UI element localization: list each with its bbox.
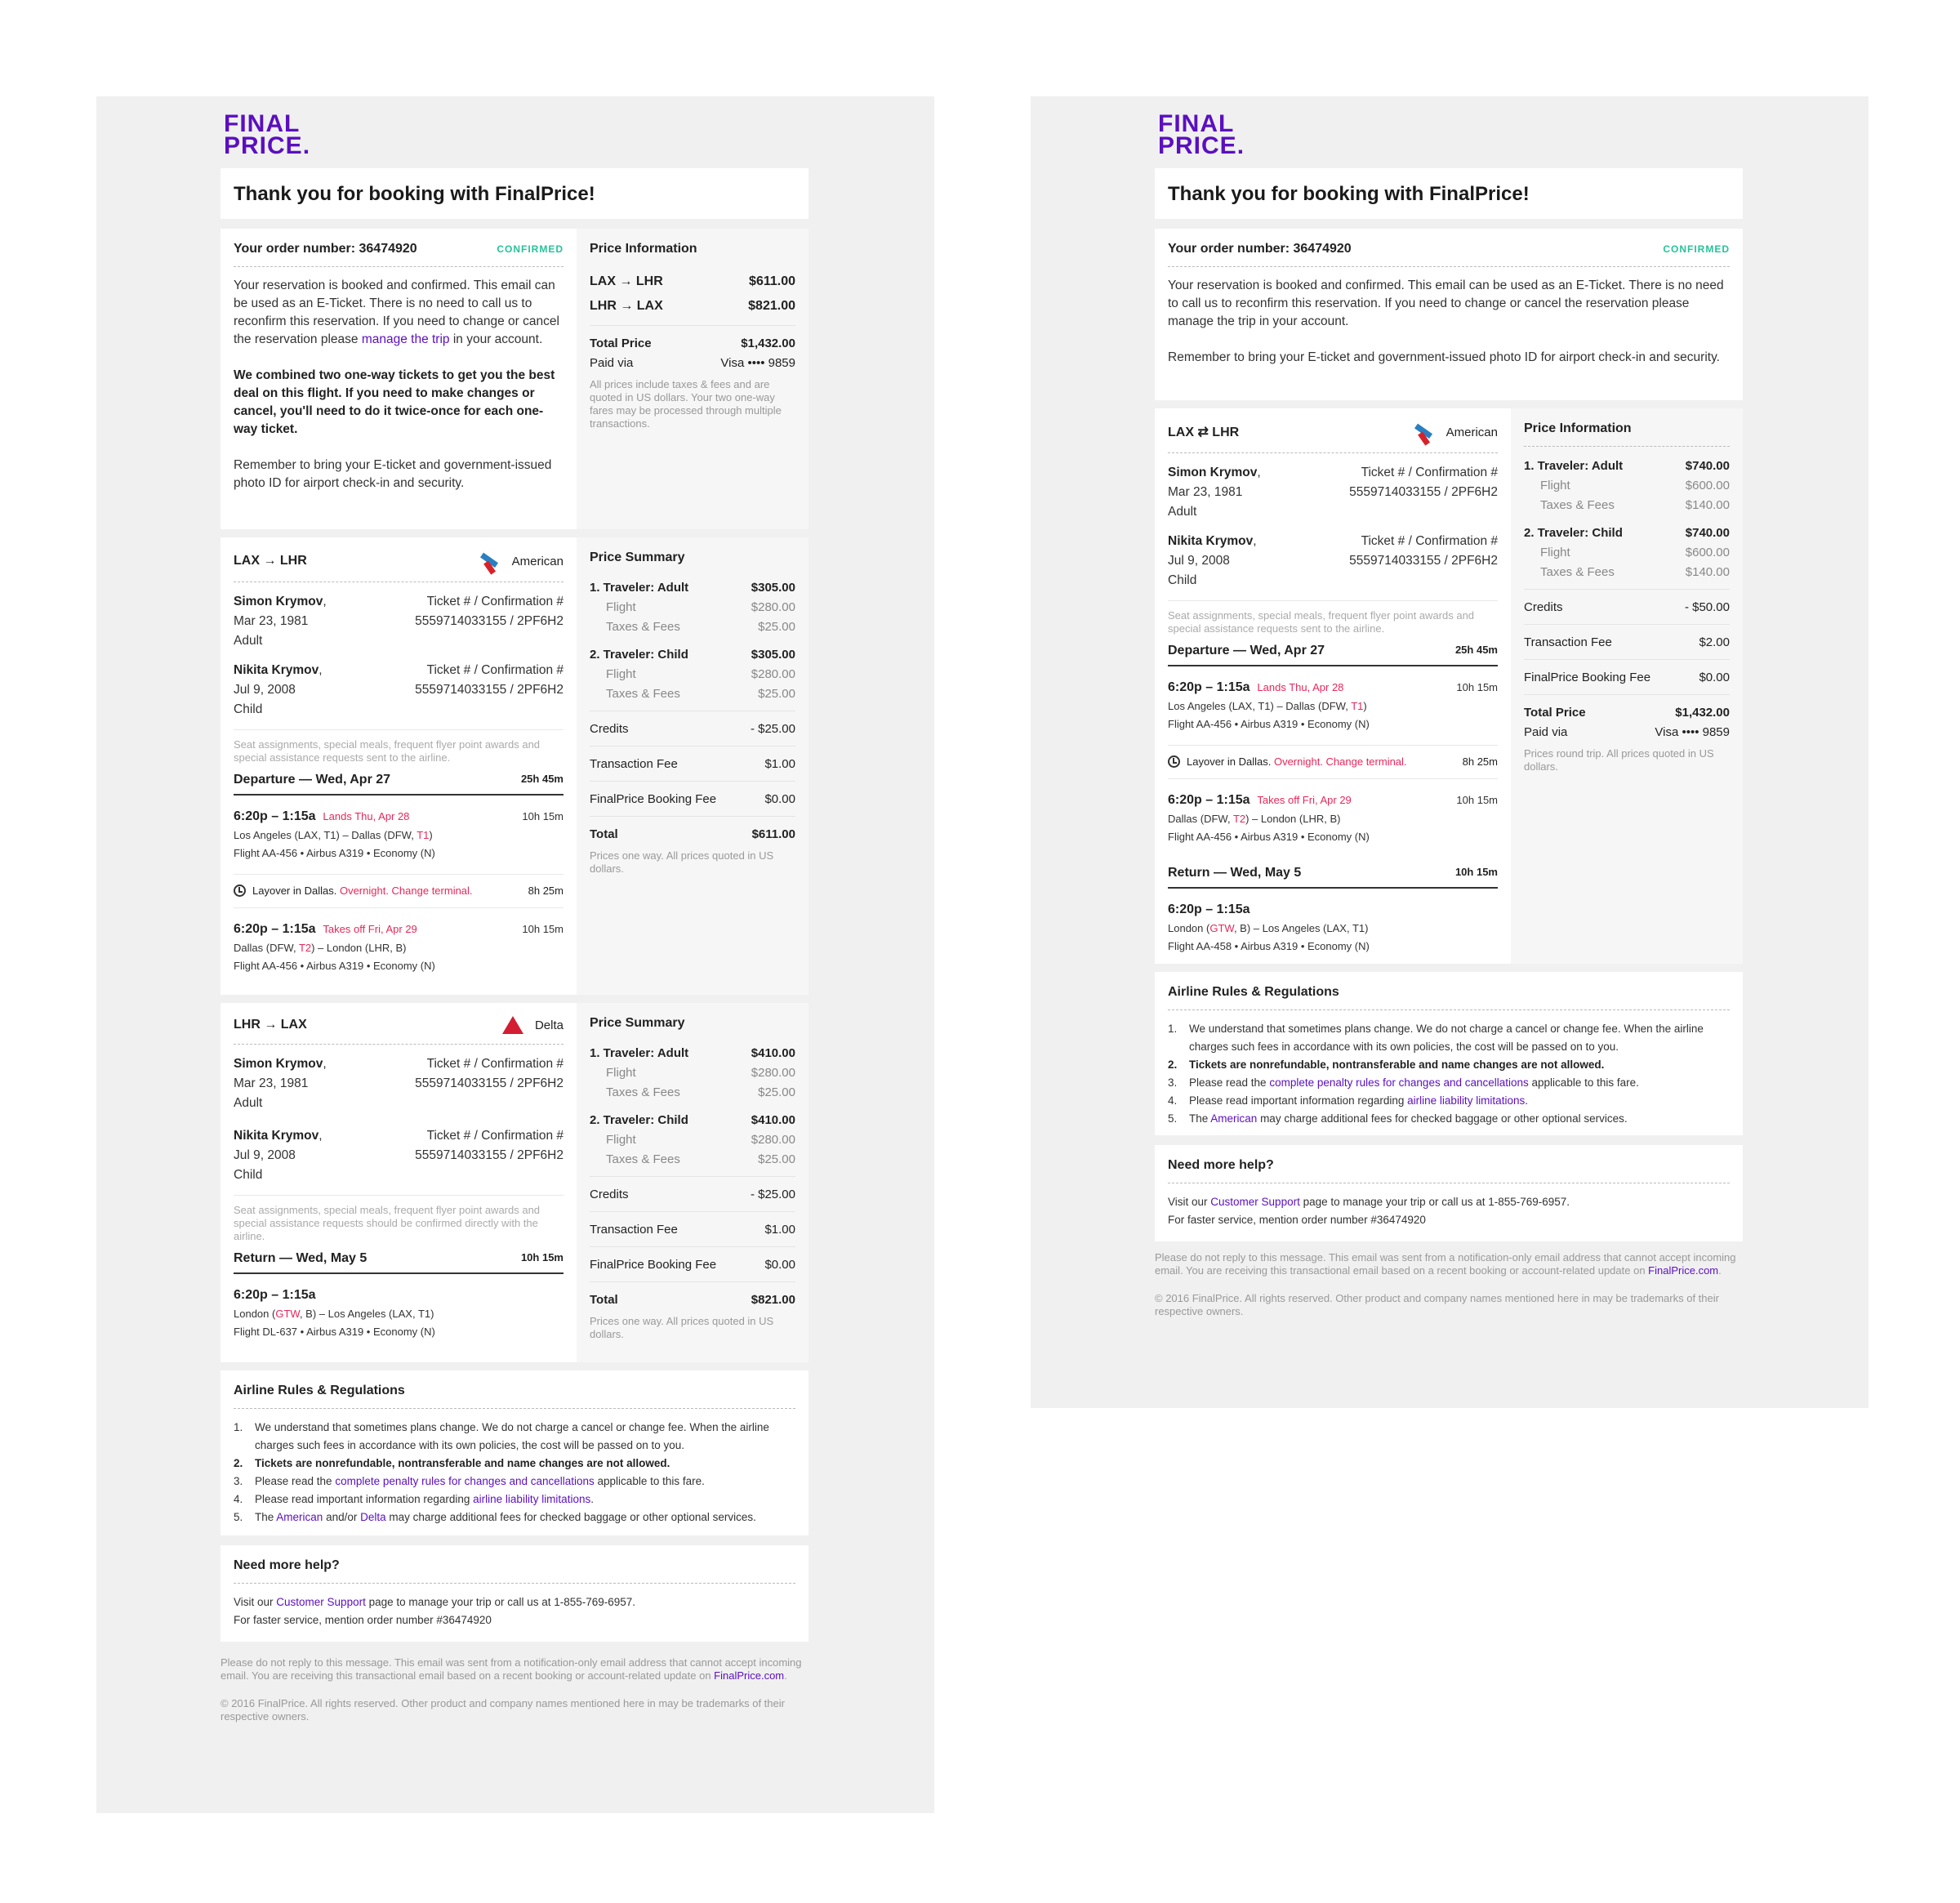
price-summary-return: Price Summary 1. Traveler: Adult $410.00 Flight $280.00 Taxes & Fees $25.00 2. Traveler: Child $410.00 Flight $280.00 Taxes & Fees $25.00 Credits - $25.00 Transaction Fee $1.00 FinalPrice Booking Fee $0.00 Total $821.00 Prices one way. All prices quoted in US dollars. — [577, 1003, 808, 1362]
order-header — [234, 242, 564, 267]
liability-limitations-link[interactable]: airline liability limitations — [473, 1493, 591, 1505]
photo-id-reminder: Remember to bring your E-ticket and government-issued photo ID for airport check-in and security. — [1168, 350, 1720, 364]
price-row-outbound: LAX → LHR $611.00 — [590, 274, 795, 288]
penalty-rules-link[interactable]: complete penalty rules for changes and cancellations — [335, 1475, 595, 1487]
penalty-rules-link[interactable]: complete penalty rules for changes and cancellations — [1269, 1076, 1529, 1089]
customer-support-link[interactable]: Customer Support — [1210, 1196, 1300, 1208]
traveler-child-price: 2. Traveler: Child $410.00 — [590, 1113, 795, 1127]
route-label: LHR → LAX — [234, 1018, 307, 1032]
rule-item: 4. Please read important information regarding airline liability limitations. — [234, 1493, 594, 1505]
customer-support-link[interactable]: Customer Support — [276, 1596, 366, 1608]
route-label: LAX ⇄ LHR — [1168, 426, 1240, 439]
delta-link[interactable]: Delta — [360, 1511, 386, 1523]
airline-rules-card — [220, 1370, 808, 1535]
price-summary-outbound: Price Summary 1. Traveler: Adult $305.00 Flight $280.00 Taxes & Fees $25.00 2. Traveler: Child $305.00 Flight $280.00 Taxes & Fees $25.00 Credits - $25.00 Transaction Fee $1.00 FinalPrice Booking Fee $0.00 Total $611.00 Prices one way. All prices quoted in US dollars. — [577, 537, 808, 995]
flight-segment: 6:20p – 1:15a Takes off Fri, Apr 29 10h 15m Dallas (DFW, T2) – London (LHR, B) Flight AA-456 • Airbus A319 • Economy (N) — [234, 922, 564, 972]
trip-card-return — [220, 1003, 577, 1362]
delta-icon — [502, 1016, 523, 1034]
traveler-row: Nikita Krymov, Jul 9, 2008 Child Ticket # / Confirmation # 5559714033155 / 2PF6H2 — [1168, 534, 1498, 587]
clock-icon — [234, 885, 246, 897]
traveler-adult-price: 1. Traveler: Adult $410.00 — [590, 1046, 795, 1060]
rules-list — [234, 1419, 795, 1526]
rule-item: 2. Tickets are nonrefundable, nontransferable and name changes are not allowed. — [1168, 1058, 1605, 1071]
liability-limitations-link[interactable]: airline liability limitations — [1407, 1094, 1526, 1107]
order-number: Your order number: 36474920 — [1168, 242, 1352, 256]
combined-tickets-note: We combined two one-way tickets to get you the best deal on this flight. If you need to make changes or cancel, you'll need to do it twice-once for each one-way ticket. — [234, 368, 555, 436]
help-card: Need more help? Visit our Customer Support page to manage your trip or call us at 1-855-769-6957. For faster service, mention order number #36474920 — [220, 1545, 808, 1642]
rule-item: 4. Please read important information regarding airline liability limitations. — [1168, 1094, 1528, 1107]
page-title: Thank you for booking with FinalPrice! — [234, 183, 595, 205]
price-row-return: LHR → LAX $821.00 — [590, 299, 795, 313]
finalprice-link[interactable]: FinalPrice.com — [1648, 1264, 1719, 1277]
transaction-fee-row: Transaction Fee $2.00 — [1524, 624, 1730, 653]
credits-row: Credits - $50.00 — [1524, 589, 1730, 617]
route-label: LAX → LHR — [234, 554, 307, 568]
copyright: © 2016 FinalPrice. All rights reserved. Other product and company names mentioned here in may be trademarks of their respective owners. — [220, 1697, 785, 1723]
transaction-fee-row: Transaction Fee $1.00 — [590, 1211, 795, 1240]
paid-via-row: Paid via Visa •••• 9859 — [590, 356, 795, 370]
booking-fee-row: FinalPrice Booking Fee $0.00 — [590, 1246, 795, 1275]
trip-header — [234, 550, 564, 582]
rule-item: 3. Please read the complete penalty rules for changes and cancellations applicable to this fare. — [234, 1475, 705, 1487]
trip-card — [1155, 408, 1511, 964]
traveler-child-price: 2. Traveler: Child $305.00 — [590, 648, 795, 662]
price-info-note: All prices include taxes & fees and are quoted in US dollars. Your two one-way fares may be processed through multiple transactions. — [590, 378, 782, 430]
carrier-american: American — [1414, 421, 1498, 443]
footer: Please do not reply to this message. This email was sent from a notification-only email address that cannot accept incoming email. You are receiving this transactional email based on a recent booking or account-related update on FinalPrice.com. © 2016 FinalPrice. All rights reserved. Other product and company names mentioned here in may be trademarks of their respective owners. — [220, 1656, 808, 1738]
trip-card-outbound — [220, 537, 577, 995]
traveler-row: Nikita Krymov, Jul 9, 2008 Child Ticket # / Confirmation # 5559714033155 / 2PF6H2 — [234, 663, 564, 716]
finalprice-logo[interactable]: FINAL PRICE. — [1158, 110, 1245, 159]
photo-id-reminder: Remember to bring your E-ticket and government-issued photo ID for airport check-in and security. — [234, 458, 552, 490]
rules-list — [1168, 1020, 1730, 1128]
trip-header — [1168, 421, 1498, 453]
price-info-card — [577, 229, 808, 529]
help-title: Need more help? — [1168, 1158, 1730, 1183]
layover-row: Layover in Dallas. Overnight. Change terminal. 8h 25m — [1168, 745, 1498, 779]
special-requests-note: Seat assignments, special meals, frequent flyer point awards and special assistance requests should be confirmed directly with the airline. — [234, 1195, 564, 1243]
flight-segment: 6:20p – 1:15a London (GTW, B) – Los Angeles (LAX, T1) Flight AA-458 • Airbus A319 • Economy (N) — [1168, 902, 1370, 952]
price-info-card: Price Information 1. Traveler: Adult $740.00 Flight $600.00 Taxes & Fees $140.00 2. Traveler: Child $740.00 Flight $600.00 Taxes & Fees $140.00 Credits - $50.00 Transaction Fee $2.00 FinalPrice Booking Fee $0.00 Total Price $1,432.00 Paid via Visa •••• 9859 Prices round trip. All prices quoted in US dollars. — [1511, 408, 1743, 964]
total-row: Total $611.00 — [590, 816, 795, 845]
order-intro: Your reservation is booked and confirmed. This email can be used as an E-Ticket. There is no need to call us to reconfirm this reservation. If you need to change or cancel the reservation please manage the trip in your account. We combined two one-way tickets to get you the best deal on this flight. If you need to make changes or cancel, you'll need to do it twice-once for each one-way ticket. Remember to bring your E-ticket and government-issued photo ID for airport check-in and security. — [234, 277, 564, 492]
order-header — [1168, 242, 1730, 267]
paid-via-row: Paid via Visa •••• 9859 — [1524, 725, 1730, 739]
traveler-child-price: 2. Traveler: Child $740.00 — [1524, 526, 1730, 540]
traveler-adult-price: 1. Traveler: Adult $305.00 — [590, 581, 795, 595]
american-airlines-icon — [479, 550, 501, 572]
price-info-title: Price Information — [590, 242, 697, 256]
transaction-fee-row: Transaction Fee $1.00 — [590, 746, 795, 774]
clock-icon — [1168, 755, 1180, 768]
rule-item: 1. We understand that sometimes plans change. We do not charge a cancel or change fee. When the airline charges such fees in accordance with its own policies, the cost will be passed on to you. — [1168, 1023, 1704, 1053]
traveler-row: Simon Krymov, Mar 23, 1981 Adult Ticket # / Confirmation # 5559714033155 / 2PF6H2 — [1168, 466, 1498, 519]
finalprice-link[interactable]: FinalPrice.com — [714, 1669, 785, 1682]
price-summary-title: Price Summary — [590, 1016, 685, 1030]
traveler-adult-price: 1. Traveler: Adult $740.00 — [1524, 459, 1730, 473]
leg-header: Return — Wed, May 5 10h 15m — [234, 1243, 564, 1274]
american-link[interactable]: American — [1210, 1112, 1258, 1125]
finalprice-logo[interactable]: FINAL PRICE. — [224, 110, 311, 159]
traveler-row: Nikita Krymov, Jul 9, 2008 Child Ticket # / Confirmation # 5559714033155 / 2PF6H2 — [234, 1129, 564, 1182]
traveler-row: Simon Krymov, Mar 23, 1981 Adult Ticket # / Confirmation # 5559714033155 / 2PF6H2 — [234, 595, 564, 648]
title-card — [1155, 168, 1743, 219]
special-requests-note: Seat assignments, special meals, frequent flyer point awards and special assistance requests sent to the airline. — [234, 729, 564, 764]
rule-item: 5. The American may charge additional fees for checked baggage or other optional services. — [1168, 1112, 1628, 1125]
flight-segment: 6:20p – 1:15a Lands Thu, Apr 28 10h 15m Los Angeles (LAX, T1) – Dallas (DFW, T1) Flight AA-456 • Airbus A319 • Economy (N) — [234, 809, 564, 859]
rule-item: 3. Please read the complete penalty rules for changes and cancellations applicable to this fare. — [1168, 1076, 1639, 1089]
leg-header: Return — Wed, May 5 10h 15m — [1168, 858, 1498, 889]
rule-item: 5. The American and/or Delta may charge additional fees for checked baggage or other optional services. — [234, 1511, 756, 1523]
trip-header — [234, 1016, 564, 1045]
traveler-row: Simon Krymov, Mar 23, 1981 Adult Ticket # / Confirmation # 5559714033155 / 2PF6H2 — [234, 1057, 564, 1110]
status-badge: CONFIRMED — [497, 243, 564, 255]
total-price-row: Total Price $1,432.00 — [1524, 694, 1730, 723]
manage-trip-link[interactable]: manage the trip — [361, 332, 450, 346]
credits-row: Credits - $25.00 — [590, 711, 795, 739]
order-number: Your order number: 36474920 — [234, 242, 417, 256]
email-one-way-combo — [96, 96, 934, 1813]
booking-fee-row: FinalPrice Booking Fee $0.00 — [590, 781, 795, 809]
flight-segment: 6:20p – 1:15a London (GTW, B) – Los Angeles (LAX, T1) Flight DL-637 • Airbus A319 • Economy (N) — [234, 1288, 435, 1338]
booking-fee-row: FinalPrice Booking Fee $0.00 — [1524, 659, 1730, 688]
american-airlines-icon — [1414, 421, 1435, 443]
help-card: Need more help? Visit our Customer Support page to manage your trip or call us at 1-855-769-6957. For faster service, mention order number #36474920 — [1155, 1145, 1743, 1241]
total-price-row: Total Price $1,432.00 — [590, 325, 795, 354]
order-card — [220, 229, 577, 529]
title-card — [220, 168, 808, 219]
special-requests-note: Seat assignments, special meals, frequent flyer point awards and special assistance requests sent to the airline. — [1168, 600, 1498, 635]
rules-title: Airline Rules & Regulations — [234, 1384, 795, 1409]
rule-item: 1. We understand that sometimes plans change. We do not charge a cancel or change fee. When the airline charges such fees in accordance with its own policies, the cost will be passed on to you. — [234, 1421, 769, 1451]
layover-row: Layover in Dallas. Overnight. Change terminal. 8h 25m — [234, 874, 564, 908]
order-intro: Your reservation is booked and confirmed. This email can be used as an E-Ticket. There is no need to call us to reconfirm this reservation. If you need to change or cancel the reservation please manage the trip in your account. Remember to bring your E-ticket and government-issued photo ID for airport check-in and security. — [1168, 277, 1730, 367]
leg-header: Departure — Wed, Apr 27 25h 45m — [234, 764, 564, 796]
leg-header: Departure — Wed, Apr 27 25h 45m — [1168, 635, 1498, 666]
email-round-trip — [1031, 96, 1869, 1408]
price-summary-title: Price Summary — [590, 550, 685, 564]
help-title: Need more help? — [234, 1558, 795, 1584]
footer: Please do not reply to this message. This email was sent from a notification-only email address that cannot accept incoming email. You are receiving this transactional email based on a recent booking or account-related update on FinalPrice.com. © 2016 FinalPrice. All rights reserved. Other product and company names mentioned here in may be trademarks of their respective owners. — [1155, 1251, 1743, 1333]
rules-title: Airline Rules & Regulations — [1168, 985, 1730, 1010]
flight-segment: 6:20p – 1:15a Takes off Fri, Apr 29 10h 15m Dallas (DFW, T2) – London (LHR, B) Flight AA-456 • Airbus A319 • Economy (N) — [1168, 793, 1498, 843]
total-row: Total $821.00 — [590, 1281, 795, 1310]
rule-item: 2. Tickets are nonrefundable, nontransferable and name changes are not allowed. — [234, 1457, 670, 1469]
american-link[interactable]: American — [276, 1511, 323, 1523]
price-info-title: Price Information — [1524, 421, 1632, 435]
carrier-delta: Delta — [502, 1016, 564, 1034]
carrier-american: American — [479, 550, 564, 572]
order-card — [1155, 229, 1743, 400]
credits-row: Credits - $25.00 — [590, 1176, 795, 1205]
airline-rules-card — [1155, 972, 1743, 1135]
status-badge: CONFIRMED — [1663, 243, 1730, 255]
copyright: © 2016 FinalPrice. All rights reserved. Other product and company names mentioned here in may be trademarks of their respective owners. — [1155, 1292, 1719, 1317]
flight-segment: 6:20p – 1:15a Lands Thu, Apr 28 10h 15m Los Angeles (LAX, T1) – Dallas (DFW, T1) Flight AA-456 • Airbus A319 • Economy (N) — [1168, 680, 1498, 730]
page-title: Thank you for booking with FinalPrice! — [1168, 183, 1530, 205]
